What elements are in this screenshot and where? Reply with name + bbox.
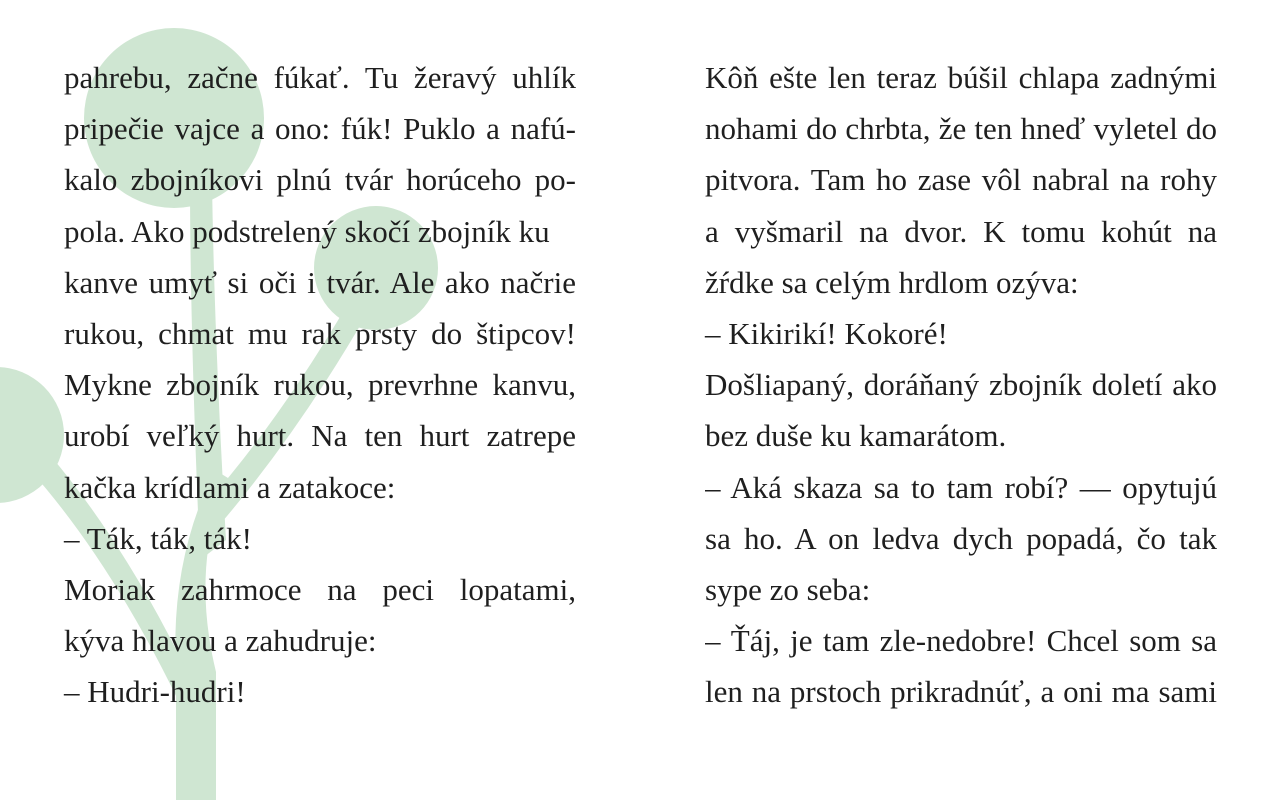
- text-line: Mykne zbojník rukou, prevrhne kanvu,: [64, 367, 576, 403]
- text-line: – Aká skaza sa to tam robí? — opytujú: [705, 469, 1217, 505]
- text-line: – Kikirikí! Kokoré!: [705, 315, 948, 351]
- text-line: sa ho. A on ledva dych popadá, čo tak: [705, 520, 1217, 556]
- text-line: rukou, chmat mu rak prsty do štipcov!: [64, 315, 576, 351]
- text-line: kačka krídlami a zatakoce:: [64, 469, 396, 505]
- text-line: pitvora. Tam ho zase vôl nabral na rohy: [705, 162, 1217, 198]
- text-line: nohami do chrbta, že ten hneď vyletel do: [705, 111, 1217, 147]
- text-line: kýva hlavou a zahudruje:: [64, 623, 377, 659]
- text-line: žŕdke sa celým hrdlom ozýva:: [705, 264, 1079, 300]
- right-text-column: [705, 52, 1217, 717]
- text-line: Kôň ešte len teraz búšil chlapa zadnými: [705, 60, 1217, 95]
- text-line: Moriak zahrmoce na peci lopatami,: [64, 571, 576, 607]
- text-line: – Ťáj, je tam zle-nedobre! Chcel som sa: [705, 623, 1217, 659]
- text-line: pripečie vajce a ono: fúk! Puklo a nafú-: [64, 111, 576, 147]
- text-line: a vyšmaril na dvor. K tomu kohút na: [705, 213, 1217, 249]
- text-line: len na prstoch prikradnúť, a oni ma sami: [705, 674, 1217, 710]
- text-line: – Ták, ták, ták!: [64, 520, 252, 556]
- text-line: pola. Ako podstrelený skočí zbojník ku: [64, 213, 550, 249]
- text-line: – Hudri-hudri!: [64, 674, 246, 710]
- text-line: sype zo seba:: [705, 571, 871, 607]
- text-line: kanve umyť si oči i tvár. Ale ako načrie: [64, 264, 576, 300]
- text-line: bez duše ku kamarátom.: [705, 418, 1007, 454]
- text-line: kalo zbojníkovi plnú tvár horúceho po-: [64, 162, 576, 198]
- left-text-column: [64, 52, 576, 717]
- text-line: Došliapaný, doráňaný zbojník doletí ako: [705, 367, 1217, 403]
- text-line: pahrebu, začne fúkať. Tu žeravý uhlík: [64, 60, 576, 95]
- text-line: urobí veľký hurt. Na ten hurt zatrepe: [64, 418, 576, 454]
